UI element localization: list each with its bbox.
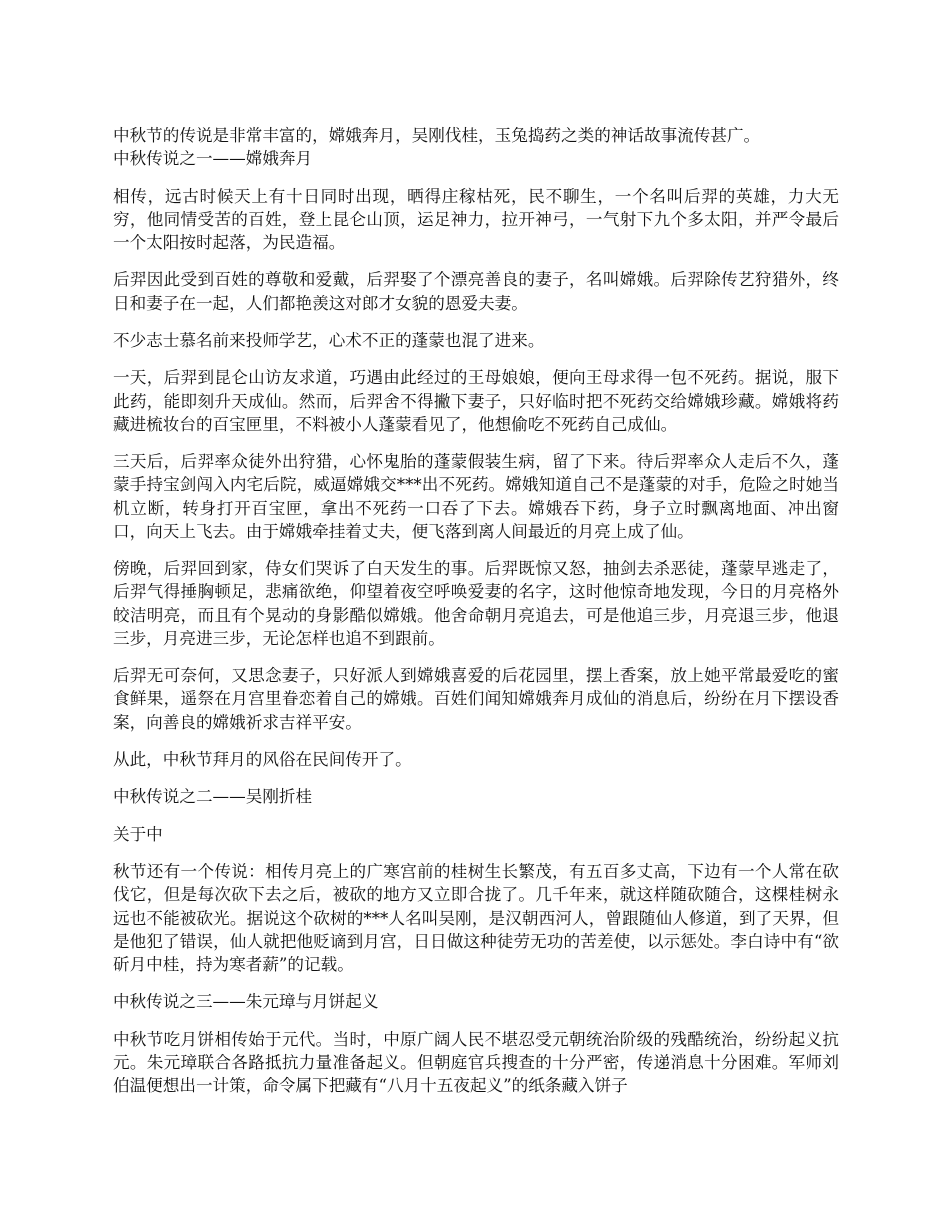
paragraph: 傍晚，后羿回到家，侍女们哭诉了白天发生的事。后羿既惊又怒，抽剑去杀恶徒，蓬蒙早逃走了，后羿气得捶胸顿足，悲痛欲绝，仰望着夜空呼唤爱妻的名字，这时他惊奇地发现，今日的月亮格外皎洁明亮，而且有个晃动的身影酷似嫦娥。他舍命朝月亮追去，可是他追三步，月亮退三步，他退三步，月亮进三步，无论怎样也追不到跟前。 (113, 559, 839, 648)
paragraph: 从此，中秋节拜月的风俗在民间传开了。 (113, 749, 412, 769)
section-heading-1: 中秋传说之一——嫦娥奔月 (113, 149, 313, 169)
paragraph: 后羿无可奈何，又思念妻子，只好派人到嫦娥喜爱的后花园里，摆上香案，放上她平常最爱吃的蜜食鲜果，遥祭在月宫里眷恋着自己的嫦娥。百姓们闻知嫦娥奔月成仙的消息后，纷纷在月下摆设香案，向善良的嫦娥祈求吉祥平安。 (113, 666, 839, 732)
paragraph: 秋节还有一个传说：相传月亮上的广寒宫前的桂树生长繁茂，有五百多丈高，下边有一个人常在砍伐它，但是每次砍下去之后，被砍的地方又立即合拢了。几千年来，就这样随砍随合，这棵桂树永远也不能被砍光。据说这个砍树的***人名叫吴刚，是汉朝西河人，曾跟随仙人修道，到了天界，但是他犯了错误，仙人就把他贬谪到月宫，日日做这种徒劳无功的苦差使，以示惩处。李白诗中有“欲斫月中桂，持为寒者薪”的记载。 (113, 862, 839, 974)
section-heading-2: 中秋传说之二——吴刚折桂 (113, 787, 313, 807)
paragraph: 中秋节吃月饼相传始于元代。当时，中原广阔人民不堪忍受元朝统治阶级的残酷统治，纷纷起义抗元。朱元璋联合各路抵抗力量准备起义。但朝庭官兵搜查的十分严密，传递消息十分困难。军师刘伯温便想出一计策，命令属下把藏有“八月十五夜起义”的纸条藏入饼子 (113, 1029, 839, 1096)
paragraph: 关于中 (113, 824, 163, 844)
paragraph: 不少志士慕名前来投师学艺，心术不正的蓬蒙也混了进来。 (113, 330, 545, 350)
intro-text: 中秋节的传说是非常丰富的，嫦娥奔月，吴刚伐桂，玉兔捣药之类的神话故事流传甚广。 (113, 126, 761, 145)
paragraph: 后羿因此受到百姓的尊敬和爱戴，后羿娶了个漂亮善良的妻子，名叫嫦娥。后羿除传艺狩猎外，终日和妻子在一起，人们都艳羡这对郎才女貌的恩爱夫妻。 (113, 270, 839, 313)
paragraph: 三天后，后羿率众徒外出狩猎，心怀鬼胎的蓬蒙假装生病，留了下来。待后羿率众人走后不久，蓬蒙手持宝剑闯入内宅后院，威逼嫦娥交***出不死药。嫦娥知道自己不是蓬蒙的对手，危险之时她当机立断，转身打开百宝匣，拿出不死药一口吞了下去。嫦娥吞下药，身子立时飘离地面、冲出窗口，向天上飞去。由于嫦娥牵挂着丈夫，便飞落到离人间最近的月亮上成了仙。 (113, 452, 839, 541)
paragraph: 一天，后羿到昆仑山访友求道，巧遇由此经过的王母娘娘，便向王母求得一包不死药。据说，服下此药，能即刻升天成仙。然而，后羿舍不得撇下妻子，只好临时把不死药交给嫦娥珍藏。嫦娥将药藏进梳妆台的百宝匣里，不料被小人蓬蒙看见了，他想偷吃不死药自己成仙。 (113, 368, 839, 434)
intro-block (113, 124, 839, 170)
section-heading-3: 中秋传说之三——朱元璋与月饼起义 (113, 992, 379, 1012)
paragraph: 相传，远古时候天上有十日同时出现，晒得庄稼枯死，民不聊生，一个名叫后羿的英雄，力大无穷，他同情受苦的百姓，登上昆仑山顶，运足神力，拉开神弓，一气射下九个多太阳，并严令最后一个太阳按时起落，为民造福。 (113, 186, 839, 252)
document-body (113, 124, 839, 1112)
